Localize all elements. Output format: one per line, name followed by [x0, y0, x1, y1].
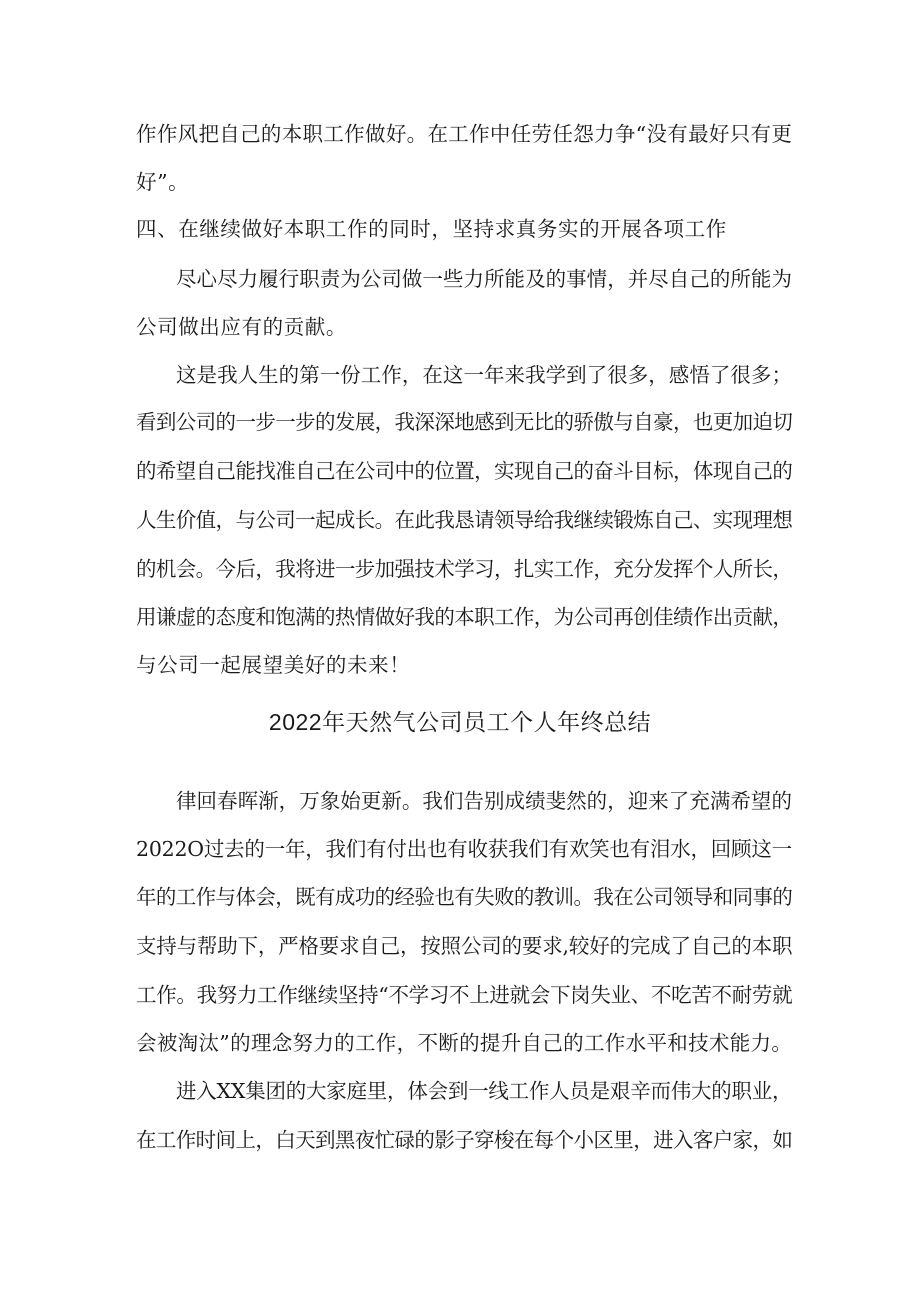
paragraph-line: 在工作时间上，白天到黑夜忙碌的影子穿梭在每个小区里，进入客户家，如 — [136, 1128, 793, 1152]
paragraph-line: 工作。我努力工作继续坚持“不学习不上进就会下岗失业、不吃苦不耐劳就 — [136, 983, 793, 1007]
paragraph-line: 会被淘汰”的理念努力的工作，不断的提升自己的工作水平和技术能力。 — [136, 1031, 793, 1055]
section-heading: 四、在继续做好本职工作的同时，坚持求真务实的开展各项工作 — [136, 217, 727, 241]
paragraph-line: 支持与帮助下，严格要求自己，按照公司的要求,较好的完成了自己的本职 — [136, 934, 793, 958]
paragraph-line: 尽心尽力履行职责为公司做一些力所能及的事情，并尽自己的所能为 — [176, 267, 792, 291]
paragraph-line: 与公司一起展望美好的未来！ — [136, 653, 411, 677]
paragraph-line: 人生价值，与公司一起成长。在此我恳请领导给我继续锻炼自己、实现理想 — [136, 508, 793, 532]
paragraph-line: 的机会。今后，我将进一步加强技术学习，扎实工作，充分发挥个人所长， — [136, 557, 793, 581]
paragraph-line: 律回春晖渐，万象始更新。我们告别成绩斐然的，迎来了充满希望的 — [176, 789, 792, 813]
paragraph-line: 这是我人生的第一份工作，在这一年来我学到了很多，感悟了很多； — [176, 363, 792, 387]
paragraph-line: 看到公司的一步一步的发展，我深深地感到无比的骄傲与自豪，也更加迫切 — [136, 410, 793, 434]
paragraph-line: 2022O过去的一年，我们有付出也有收获我们有欢笑也有泪水，回顾这一 — [136, 837, 792, 861]
paragraph-line: 公司做出应有的贡献。 — [136, 315, 347, 339]
paragraph-line: 进入XX集团的大家庭里，体会到一线工作人员是艰辛而伟大的职业， — [176, 1079, 793, 1103]
paragraph-line: 好”。 — [136, 170, 190, 194]
paragraph-line: 用谦虚的态度和饱满的热情做好我的本职工作，为公司再创佳绩作出贡献， — [136, 605, 793, 629]
paragraph-line: 作作风把自己的本职工作做好。在工作中任劳任怨力争“没有最好只有更 — [136, 122, 793, 146]
paragraph-line: 年的工作与体会，既有成功的经验也有失败的教训。我在公司领导和同事的 — [136, 885, 793, 909]
document-title: 2022年天然气公司员工个人年终总结 — [268, 709, 652, 735]
paragraph-line: 的希望自己能找准自己在公司中的位置，实现自己的奋斗目标，体现自己的 — [136, 459, 793, 483]
